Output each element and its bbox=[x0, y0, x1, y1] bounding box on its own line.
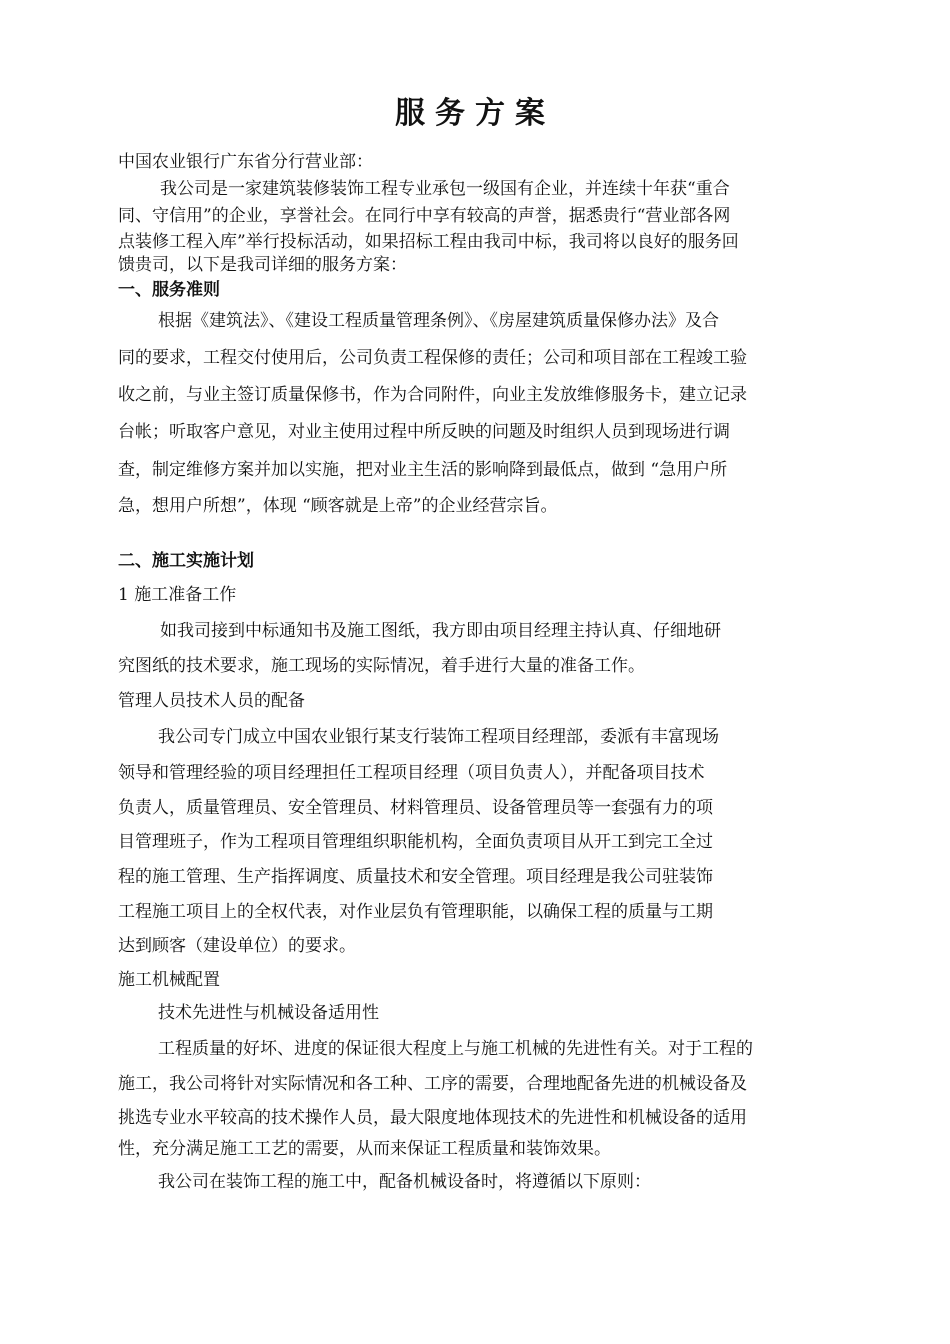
sub3-subheading: 技术先进性与机械设备适用性 bbox=[158, 1003, 379, 1023]
section1-line-3: 收之前，与业主签订质量保修书，作为合同附件，向业主发放维修服务卡，建立记录 bbox=[118, 385, 747, 405]
sub3-heading: 施工机械配置 bbox=[118, 970, 220, 990]
section1-line-4: 台帐；听取客户意见，对业主使用过程中所反映的问题及时组织人员到现场进行调 bbox=[118, 422, 730, 442]
section2-heading: 二、施工实施计划 bbox=[118, 551, 254, 571]
section1-line-6: 急，想用户所想”，体现 “顾客就是上帝”的企业经营宗旨。 bbox=[118, 496, 558, 516]
closing-line: 我公司在装饰工程的施工中，配备机械设备时，将遵循以下原则： bbox=[158, 1172, 651, 1192]
intro-line-3: 点装修工程入库”举行投标活动，如果招标工程由我司中标，我司将以良好的服务回 bbox=[118, 232, 739, 252]
sub2-heading: 管理人员技术人员的配备 bbox=[118, 691, 305, 711]
sub3-line-1: 工程质量的好坏、进度的保证很大程度上与施工机械的先进性有关。对于工程的 bbox=[158, 1039, 753, 1059]
intro-line-2: 同、守信用”的企业，享誉社会。在同行中享有较高的声誉，据悉贵行“营业部各网 bbox=[118, 206, 731, 226]
section1-line-2: 同的要求，工程交付使用后，公司负责工程保修的责任；公司和项目部在工程竣工验 bbox=[118, 348, 747, 368]
intro-line-1: 我公司是一家建筑装修装饰工程专业承包一级国有企业，并连续十年获“重合 bbox=[160, 179, 730, 199]
sub1-line-1: 如我司接到中标通知书及施工图纸，我方即由项目经理主持认真、仔细地研 bbox=[160, 621, 721, 641]
sub2-line-6: 工程施工项目上的全权代表，对作业层负有管理职能，以确保工程的质量与工期 bbox=[118, 902, 713, 922]
sub1-heading: 1 施工准备工作 bbox=[118, 585, 237, 605]
sub1-line-2: 究图纸的技术要求，施工现场的实际情况，着手进行大量的准备工作。 bbox=[118, 656, 645, 676]
section1-line-1: 根据《建筑法》、《建设工程质量管理条例》、《房屋建筑质量保修办法》及合 bbox=[158, 311, 719, 331]
sub2-line-4: 目管理班子，作为工程项目管理组织职能机构，全面负责项目从开工到完工全过 bbox=[118, 832, 713, 852]
sub2-line-2: 领导和管理经验的项目经理担任工程项目经理（项目负责人），并配备项目技术 bbox=[118, 763, 705, 783]
sub3-line-3: 挑选专业水平较高的技术操作人员，最大限度地体现技术的先进性和机械设备的适用 bbox=[118, 1108, 747, 1128]
section1-line-5: 查，制定维修方案并加以实施，把对业主生活的影响降到最低点，做到 “急用户所 bbox=[118, 460, 728, 480]
sub2-line-7: 达到顾客（建设单位）的要求。 bbox=[118, 936, 356, 956]
section1-heading: 一、服务准则 bbox=[118, 280, 220, 300]
sub2-line-1: 我公司专门成立中国农业银行某支行装饰工程项目经理部，委派有丰富现场 bbox=[158, 727, 719, 747]
document-title: 服务方案 bbox=[395, 96, 555, 131]
recipient-line: 中国农业银行广东省分行营业部： bbox=[118, 152, 373, 172]
sub3-line-4: 性，充分满足施工工艺的需要，从而来保证工程质量和装饰效果。 bbox=[118, 1139, 611, 1159]
sub2-line-3: 负责人，质量管理员、安全管理员、材料管理员、设备管理员等一套强有力的项 bbox=[118, 798, 713, 818]
sub3-line-2: 施工，我公司将针对实际情况和各工种、工序的需要，合理地配备先进的机械设备及 bbox=[118, 1074, 747, 1094]
intro-line-4: 馈贵司，以下是我司详细的服务方案： bbox=[118, 255, 407, 275]
sub2-line-5: 程的施工管理、生产指挥调度、质量技术和安全管理。项目经理是我公司驻装饰 bbox=[118, 867, 713, 887]
